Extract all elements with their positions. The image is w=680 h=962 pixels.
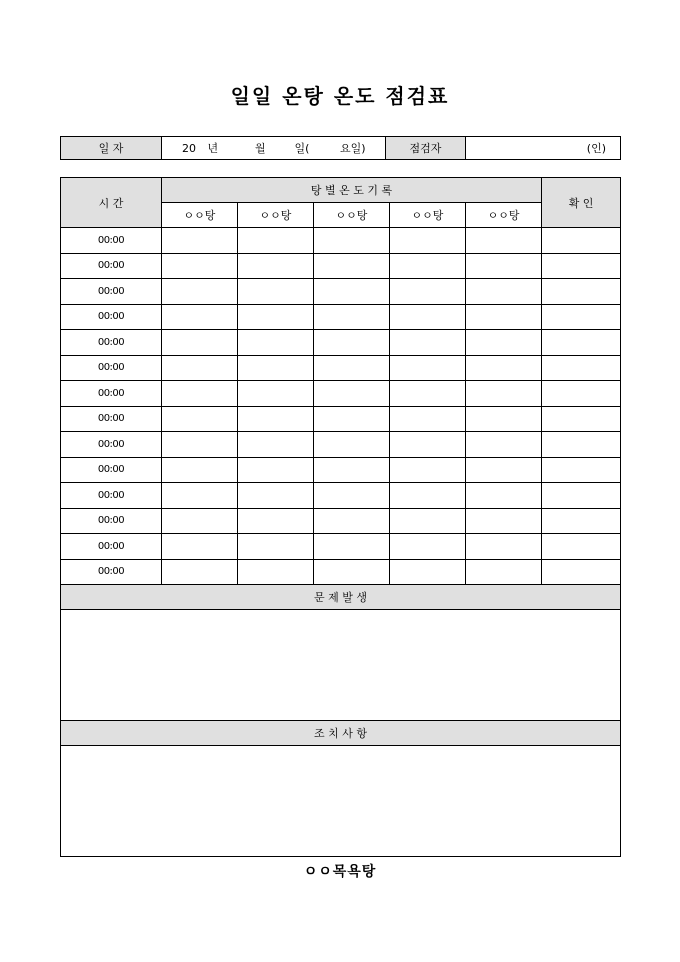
table-row [61, 228, 621, 254]
action-header: 조 치 사 항 [61, 721, 621, 746]
temperature-cell[interactable] [238, 432, 314, 458]
temperature-cell[interactable] [238, 228, 314, 254]
temperature-cell[interactable] [314, 330, 390, 356]
temperature-cell[interactable] [466, 534, 542, 560]
temperature-cell[interactable] [238, 279, 314, 305]
seal-text: (인) [586, 142, 606, 155]
date-year-unit: 년 [207, 142, 219, 155]
table-row [61, 355, 621, 381]
temperature-cell[interactable] [390, 330, 466, 356]
time-cell: 00:00 [61, 432, 162, 458]
temperature-cell[interactable] [162, 457, 238, 483]
temperature-cell[interactable] [390, 381, 466, 407]
time-cell: 00:00 [61, 253, 162, 279]
record-table [60, 177, 621, 857]
table-row [61, 508, 621, 534]
table-row [61, 483, 621, 509]
temperature-cell[interactable] [162, 381, 238, 407]
temperature-cell[interactable] [390, 432, 466, 458]
temperature-cell[interactable] [390, 534, 466, 560]
time-cell: 00:00 [61, 457, 162, 483]
temperature-cell[interactable] [390, 508, 466, 534]
temperature-cell[interactable] [162, 330, 238, 356]
temperature-cell[interactable] [162, 534, 238, 560]
temperature-cell[interactable] [466, 406, 542, 432]
temperature-cell[interactable] [314, 432, 390, 458]
confirm-cell[interactable] [542, 559, 621, 585]
time-cell: 00:00 [61, 304, 162, 330]
temperature-cell[interactable] [390, 279, 466, 305]
confirm-cell[interactable] [542, 304, 621, 330]
tub-header: ㅇㅇ탕 [466, 203, 542, 228]
confirm-cell[interactable] [542, 330, 621, 356]
temperature-cell[interactable] [390, 483, 466, 509]
temperature-cell[interactable] [466, 330, 542, 356]
temperature-cell[interactable] [314, 406, 390, 432]
temperature-cell[interactable] [314, 508, 390, 534]
temperature-cell[interactable] [390, 406, 466, 432]
table-row [61, 457, 621, 483]
confirm-cell[interactable] [542, 355, 621, 381]
problem-field[interactable] [61, 610, 621, 721]
confirm-cell[interactable] [542, 381, 621, 407]
temperature-cell[interactable] [162, 279, 238, 305]
table-row [61, 253, 621, 279]
temperature-cell[interactable] [238, 330, 314, 356]
time-header: 시 간 [61, 178, 162, 228]
time-cell: 00:00 [61, 381, 162, 407]
confirm-cell[interactable] [542, 279, 621, 305]
temperature-cell[interactable] [314, 381, 390, 407]
temperature-cell[interactable] [466, 355, 542, 381]
temperature-cell[interactable] [162, 559, 238, 585]
problem-header: 문 제 발 생 [61, 585, 621, 610]
table-row [61, 432, 621, 458]
temperature-cell[interactable] [466, 432, 542, 458]
temperature-cell[interactable] [314, 457, 390, 483]
temperature-cell[interactable] [314, 483, 390, 509]
temperature-cell[interactable] [238, 355, 314, 381]
temperature-cell[interactable] [162, 355, 238, 381]
inspector-field[interactable] [466, 137, 621, 160]
temperature-cell[interactable] [162, 406, 238, 432]
time-cell: 00:00 [61, 330, 162, 356]
temperature-cell[interactable] [390, 253, 466, 279]
confirm-cell[interactable] [542, 483, 621, 509]
temperature-cell[interactable] [162, 483, 238, 509]
date-day-unit: 일( [294, 142, 310, 155]
confirm-header: 확 인 [542, 178, 621, 228]
temperature-cell[interactable] [390, 228, 466, 254]
temperature-cell[interactable] [162, 508, 238, 534]
time-cell: 00:00 [61, 355, 162, 381]
temperature-cell[interactable] [466, 457, 542, 483]
temperature-cell[interactable] [238, 304, 314, 330]
temperature-cell[interactable] [466, 559, 542, 585]
tub-group-header: 탕 별 온 도 기 록 [162, 178, 542, 203]
temperature-cell[interactable] [314, 355, 390, 381]
confirm-cell[interactable] [542, 432, 621, 458]
temperature-cell[interactable] [466, 279, 542, 305]
temperature-cell[interactable] [238, 253, 314, 279]
temperature-cell[interactable] [238, 483, 314, 509]
tub-header: ㅇㅇ탕 [314, 203, 390, 228]
time-cell: 00:00 [61, 483, 162, 509]
temperature-cell[interactable] [466, 381, 542, 407]
temperature-cell[interactable] [314, 534, 390, 560]
tub-header: ㅇㅇ탕 [390, 203, 466, 228]
temperature-cell[interactable] [162, 304, 238, 330]
confirm-cell[interactable] [542, 508, 621, 534]
date-label: 일 자 [61, 137, 162, 160]
time-cell: 00:00 [61, 559, 162, 585]
temperature-cell[interactable] [162, 253, 238, 279]
inspector-label: 점검자 [386, 137, 466, 160]
tub-header: ㅇㅇ탕 [162, 203, 238, 228]
date-field[interactable] [162, 137, 386, 160]
time-cell: 00:00 [61, 406, 162, 432]
table-row [61, 279, 621, 305]
temperature-cell[interactable] [466, 253, 542, 279]
temperature-cell[interactable] [238, 406, 314, 432]
tub-header: ㅇㅇ탕 [238, 203, 314, 228]
temperature-cell[interactable] [314, 559, 390, 585]
confirm-cell[interactable] [542, 534, 621, 560]
table-row [61, 559, 621, 585]
temperature-cell[interactable] [466, 304, 542, 330]
footer-bathhouse-name: ㅇㅇ목욕탕 [303, 864, 377, 880]
temperature-cell[interactable] [162, 228, 238, 254]
info-table [60, 136, 621, 160]
temperature-cell[interactable] [238, 508, 314, 534]
table-row [61, 304, 621, 330]
temperature-cell[interactable] [314, 253, 390, 279]
temperature-cell[interactable] [390, 304, 466, 330]
confirm-cell[interactable] [542, 406, 621, 432]
temperature-cell[interactable] [314, 228, 390, 254]
temperature-cell[interactable] [466, 483, 542, 509]
date-weekday: 요일) [340, 142, 366, 155]
temperature-cell[interactable] [238, 381, 314, 407]
time-cell: 00:00 [61, 279, 162, 305]
action-field[interactable] [61, 746, 621, 857]
temperature-cell[interactable] [238, 457, 314, 483]
temperature-cell[interactable] [238, 534, 314, 560]
table-row [61, 406, 621, 432]
temperature-cell[interactable] [314, 279, 390, 305]
table-row [61, 381, 621, 407]
time-cell: 00:00 [61, 534, 162, 560]
date-month-unit: 월 [255, 142, 266, 155]
temperature-cell[interactable] [314, 304, 390, 330]
confirm-cell[interactable] [542, 253, 621, 279]
confirm-cell[interactable] [542, 457, 621, 483]
temperature-cell[interactable] [162, 432, 238, 458]
date-year: 20 [182, 142, 196, 155]
temperature-cell[interactable] [466, 508, 542, 534]
temperature-cell[interactable] [390, 355, 466, 381]
temperature-cell[interactable] [238, 559, 314, 585]
temperature-cell[interactable] [390, 559, 466, 585]
temperature-cell[interactable] [466, 228, 542, 254]
confirm-cell[interactable] [542, 228, 621, 254]
temperature-cell[interactable] [390, 457, 466, 483]
time-cell: 00:00 [61, 508, 162, 534]
table-row [61, 330, 621, 356]
page-title: 일일 온탕 온도 점검표 [230, 84, 450, 108]
table-row [61, 534, 621, 560]
time-cell: 00:00 [61, 228, 162, 254]
